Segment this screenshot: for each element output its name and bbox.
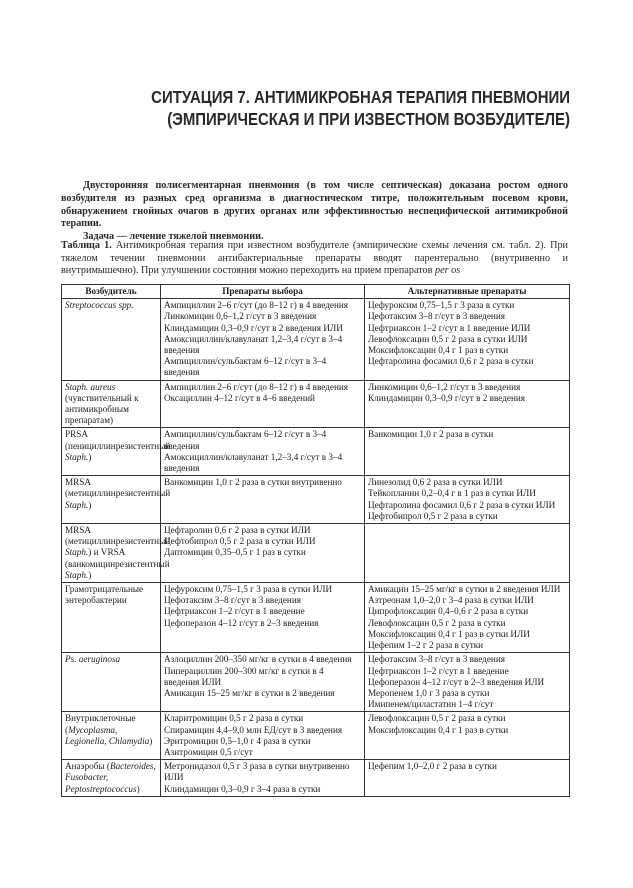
table-row	[62, 380, 570, 428]
pathogen-text: Staph. aureus	[65, 381, 116, 392]
alternative-drug-item: Ципрофлоксацин 0,4–0,6 г 2 раза в сутки	[368, 606, 529, 617]
table-body	[62, 299, 570, 797]
choice-drug-item: Ванкомицин 1,0 г 2 раза в сутки внутривенно	[164, 477, 342, 488]
alternative-drug-item: Цефепим 1,0–2,0 г 2 раза в сутки	[368, 761, 497, 772]
choice-drug-item: Цефтриаксон 1–2 г/сут в 1 введение	[164, 606, 305, 617]
alternative-drug-item: Цефотаксим 3–8 г/сут в 3 введения	[368, 654, 505, 665]
page-title	[131, 86, 570, 130]
pathogen-text: )	[88, 451, 92, 462]
choice-drugs-cell	[161, 299, 365, 380]
pathogen-text: ) и VRSA (ванкомицинрезистентный	[65, 547, 170, 569]
pathogen-text: Анаэробы (	[65, 761, 110, 772]
choice-drug-item: Амоксициллин/клавуланат 1,2–3,4 г/сут в 3–4 введения	[164, 333, 343, 356]
header-choice-drugs: Препараты выбора	[161, 285, 365, 299]
alternative-drugs-cell	[365, 524, 570, 583]
choice-drug-item: Амоксициллин/клавуланат 1,2–3,4 г/сут в 3–4 введения	[164, 451, 343, 474]
pathogen-text: )	[88, 569, 92, 580]
table-caption-text: Антимикробная терапия при известном возбудителе (эмпирические схемы лечения см. табл. 2). При тяжелом течении пневмонии антибактериальные препараты вводят парентерально (внутривенно и внутримышечно). При улучшении состояния можно переходить на прием препаратов	[61, 240, 568, 277]
pathogen-text: (чувствительный к антимикробным препаратам)	[65, 392, 139, 426]
alternative-drugs-cell	[365, 760, 570, 797]
table-row	[62, 524, 570, 583]
choice-drug-item: Оксациллин 4–12 г/сут в 4–6 введений	[164, 392, 315, 403]
table-row	[62, 428, 570, 476]
antimicrobial-table	[61, 284, 570, 797]
alternative-drug-item: Цефтриаксон 1–2 г/сут в 1 введение	[368, 665, 509, 676]
alternative-drug-item: Цефтаролина фосамил 0,6 г 2 раза в сутки ИЛИ	[368, 499, 556, 510]
choice-drug-item: Пиперациллин 200–300 мг/кг в сутки в 4 введения ИЛИ	[164, 665, 324, 687]
alternative-drug-item: Цефотаксим 3–8 г/сут в 3 введения	[368, 311, 505, 322]
choice-drug-item: Ампициллин 2–6 г/сут (до 8–12 г) в 4 введения	[164, 300, 349, 311]
choice-drug-item: Азитромицин 0,5 г/сут	[164, 746, 253, 757]
choice-drugs-cell	[161, 760, 365, 797]
alternative-drugs-cell	[365, 653, 570, 712]
pathogen-text: Bacteroides, Fusobacter, Peptostreptococcus	[65, 761, 156, 794]
alternative-drug-item: Цефоперазон 4–12 г/сут в 2–3 введения ИЛИ	[368, 676, 545, 687]
table-header-row	[62, 285, 570, 299]
pathogen-cell	[62, 760, 161, 797]
pathogen-text: Внутриклеточные (	[65, 713, 136, 735]
alternative-drug-item: Моксифлоксацин 0,4 г 1 раз в сутки	[368, 724, 509, 735]
choice-drug-item: Цефтаролин 0,6 г 2 раза в сутки ИЛИ	[164, 525, 311, 536]
table-row	[62, 476, 570, 524]
title-line-1: СИТУАЦИЯ 7. АНТИМИКРОБНАЯ ТЕРАПИЯ ПНЕВМОНИИ	[151, 87, 570, 107]
pathogen-text: MRSA (метициллинрезистентный	[65, 525, 171, 547]
pathogen-text: Staph.	[65, 547, 89, 558]
pathogen-cell	[62, 524, 171, 583]
intro-paragraph: Двусторонняя полисегментарная пневмония (в том числе септическая) доказана ростом одного возбудителя из разных сред организма в диагностическом титре, положительным посевом крови, обнаружением гнойных очагов в других органах или эффективностью неспецифической антимикробной терапии.	[61, 180, 568, 230]
alternative-drug-item: Моксифлоксацин 0,4 г 1 раз в сутки	[368, 345, 509, 356]
choice-drug-item: Метронидазол 0,5 г 3 раза в сутки внутривенно ИЛИ	[164, 761, 350, 783]
choice-drugs-cell	[161, 583, 365, 653]
choice-drug-item: Даптомицин 0,35–0,5 г 1 раз в сутки	[164, 547, 306, 558]
choice-drugs-cell	[161, 380, 365, 428]
alternative-drug-item: Левофлоксацин 0,5 г 2 раза в сутки	[368, 617, 506, 628]
choice-drug-item: Цефоперазон 4–12 г/сут в 2–3 введения	[164, 617, 319, 628]
pathogen-text: Staph.	[65, 451, 89, 462]
table-caption-italic: per os	[435, 265, 461, 277]
choice-drugs-cell	[161, 428, 365, 476]
choice-drug-item: Кларитромицин 0,5 г 2 раза в сутки	[164, 713, 304, 724]
choice-drug-item: Ампициллин 2–6 г/сут (до 8–12 г) в 4 введения	[164, 381, 349, 392]
alternative-drug-item: Цефтобипрол 0,5 г 2 раза в сутки	[368, 510, 498, 521]
choice-drug-item: Эритромицин 0,5–1,0 г 4 раза в сутки	[164, 735, 311, 746]
header-alternative-drugs: Альтернативные препараты	[365, 285, 570, 299]
pathogen-text: PRSA (пенициллинрезистентный	[65, 429, 171, 451]
pathogen-cell	[62, 428, 171, 476]
choice-drugs-cell	[161, 712, 365, 760]
alternative-drug-item: Цефепим 1–2 г 2 раза в сутки	[368, 640, 484, 651]
alternative-drugs-cell	[365, 712, 570, 760]
pathogen-cell	[62, 299, 161, 380]
table-caption	[61, 240, 568, 278]
alternative-drugs-cell	[365, 476, 570, 524]
alternative-drug-item: Левофлоксацин 0,5 г 2 раза в сутки ИЛИ	[368, 333, 528, 344]
pathogen-text: )	[88, 499, 92, 510]
choice-drug-item: Линкомицин 0,6–1,2 г/сут в 3 введения	[164, 311, 317, 322]
alternative-drug-item: Азтреонам 1,0–2,0 г 3–4 раза в сутки ИЛИ	[368, 595, 534, 606]
alternative-drug-item: Цефтриаксон 1–2 г/сут в 1 введение ИЛИ	[368, 322, 531, 333]
table-row	[62, 712, 570, 760]
pathogen-text: Staph.	[65, 569, 89, 580]
alternative-drug-item: Меропенем 1,0 г 3 раза в сутки	[368, 687, 490, 698]
pathogen-text: )	[149, 735, 153, 746]
choice-drug-item: Клиндамицин 0,3–0,9 г 3–4 раза в сутки	[164, 783, 321, 794]
pathogen-cell	[62, 380, 161, 428]
choice-drug-item: Клиндамицин 0,3–0,9 г/сут в 2 введения ИЛИ	[164, 322, 343, 333]
pathogen-text: Ps. aeruginosa	[65, 654, 121, 665]
alternative-drug-item: Линкомицин 0,6–1,2 г/сут в 3 введения	[368, 381, 521, 392]
alternative-drugs-cell	[365, 583, 570, 653]
pathogen-cell	[62, 476, 171, 524]
header-pathogen: Возбудитель	[62, 285, 161, 299]
choice-drug-item: Спирамицин 4,4–9,0 млн ЕД/сут в 3 введения	[164, 724, 343, 735]
pathogen-cell	[62, 583, 161, 653]
pathogen-cell	[62, 712, 161, 760]
intro-block	[61, 180, 568, 244]
alternative-drug-item: Ванкомицин 1,0 г 2 раза в сутки	[368, 429, 494, 440]
pathogen-text: )	[136, 783, 140, 794]
table-row	[62, 583, 570, 653]
alternative-drug-item: Тейкопланин 0,2–0,4 г в 1 раз в сутки ИЛИ	[368, 488, 536, 499]
alternative-drug-item: Амикацин 15–25 мг/кг в сутки в 2 введения ИЛИ	[368, 584, 561, 595]
intro-task: Задача — лечение тяжелой пневмонии.	[83, 231, 264, 243]
alternative-drugs-cell	[365, 380, 570, 428]
pathogen-text: MRSA (метициллинрезистентный	[65, 477, 171, 499]
choice-drug-item: Амикацин 15–25 мг/кг в сутки в 2 введения	[164, 687, 335, 698]
pathogen-text: Staph.	[65, 499, 89, 510]
choice-drugs-cell	[161, 653, 365, 712]
alternative-drug-item: Клиндамицин 0,3–0,9 г/сут в 2 введения	[368, 392, 526, 403]
choice-drug-item: Азлоциллин 200–350 мг/кг в сутки в 4 введения	[164, 654, 352, 665]
alternative-drugs-cell	[365, 299, 570, 380]
alternative-drug-item: Цефуроксим 0,75–1,5 г 3 раза в сутки	[368, 300, 515, 311]
pathogen-text: Streptococcus spp.	[65, 300, 134, 311]
alternative-drug-item: Цефтаролина фосамил 0,6 г 2 раза в сутки	[368, 356, 534, 367]
choice-drug-item: Цефтобипрол 0,5 г 2 раза в сутки ИЛИ	[164, 536, 316, 547]
alternative-drugs-cell	[365, 428, 570, 476]
choice-drug-item: Цефотаксим 3–8 г/сут в 3 введения	[164, 595, 301, 606]
table-row	[62, 299, 570, 380]
alternative-drug-item: Левофлоксацин 0,5 г 2 раза в сутки	[368, 713, 506, 724]
alternative-drug-item: Линезолид 0,6 2 раза в сутки ИЛИ	[368, 477, 503, 488]
choice-drugs-cell	[161, 524, 365, 583]
table-row	[62, 760, 570, 797]
alternative-drug-item: Моксифлоксацин 0,4 г 1 раз в сутки ИЛИ	[368, 628, 530, 639]
alternative-drug-item: Имипенем/циластатин 1–4 г/сут	[368, 699, 494, 710]
choice-drugs-cell	[161, 476, 365, 524]
table-row	[62, 653, 570, 712]
choice-drug-item: Ампициллин/сульбактам 6–12 г/сут в 3–4 введения	[164, 429, 327, 451]
pathogen-text: Mycoplasma, Legionella, Chlamydia	[65, 724, 150, 746]
title-line-2: (ЭМПИРИЧЕСКАЯ И ПРИ ИЗВЕСТНОМ ВОЗБУДИТЕЛЕ)	[167, 109, 570, 129]
table-caption-label: Таблица 1.	[61, 240, 112, 251]
pathogen-text: Грамотрицательные энтеробактерии	[65, 584, 144, 606]
choice-drug-item: Цефуроксим 0,75–1,5 г 3 раза в сутки ИЛИ	[164, 584, 333, 595]
pathogen-cell	[62, 653, 161, 712]
choice-drug-item: Ампициллин/сульбактам 6–12 г/сут в 3–4 введения	[164, 356, 327, 378]
